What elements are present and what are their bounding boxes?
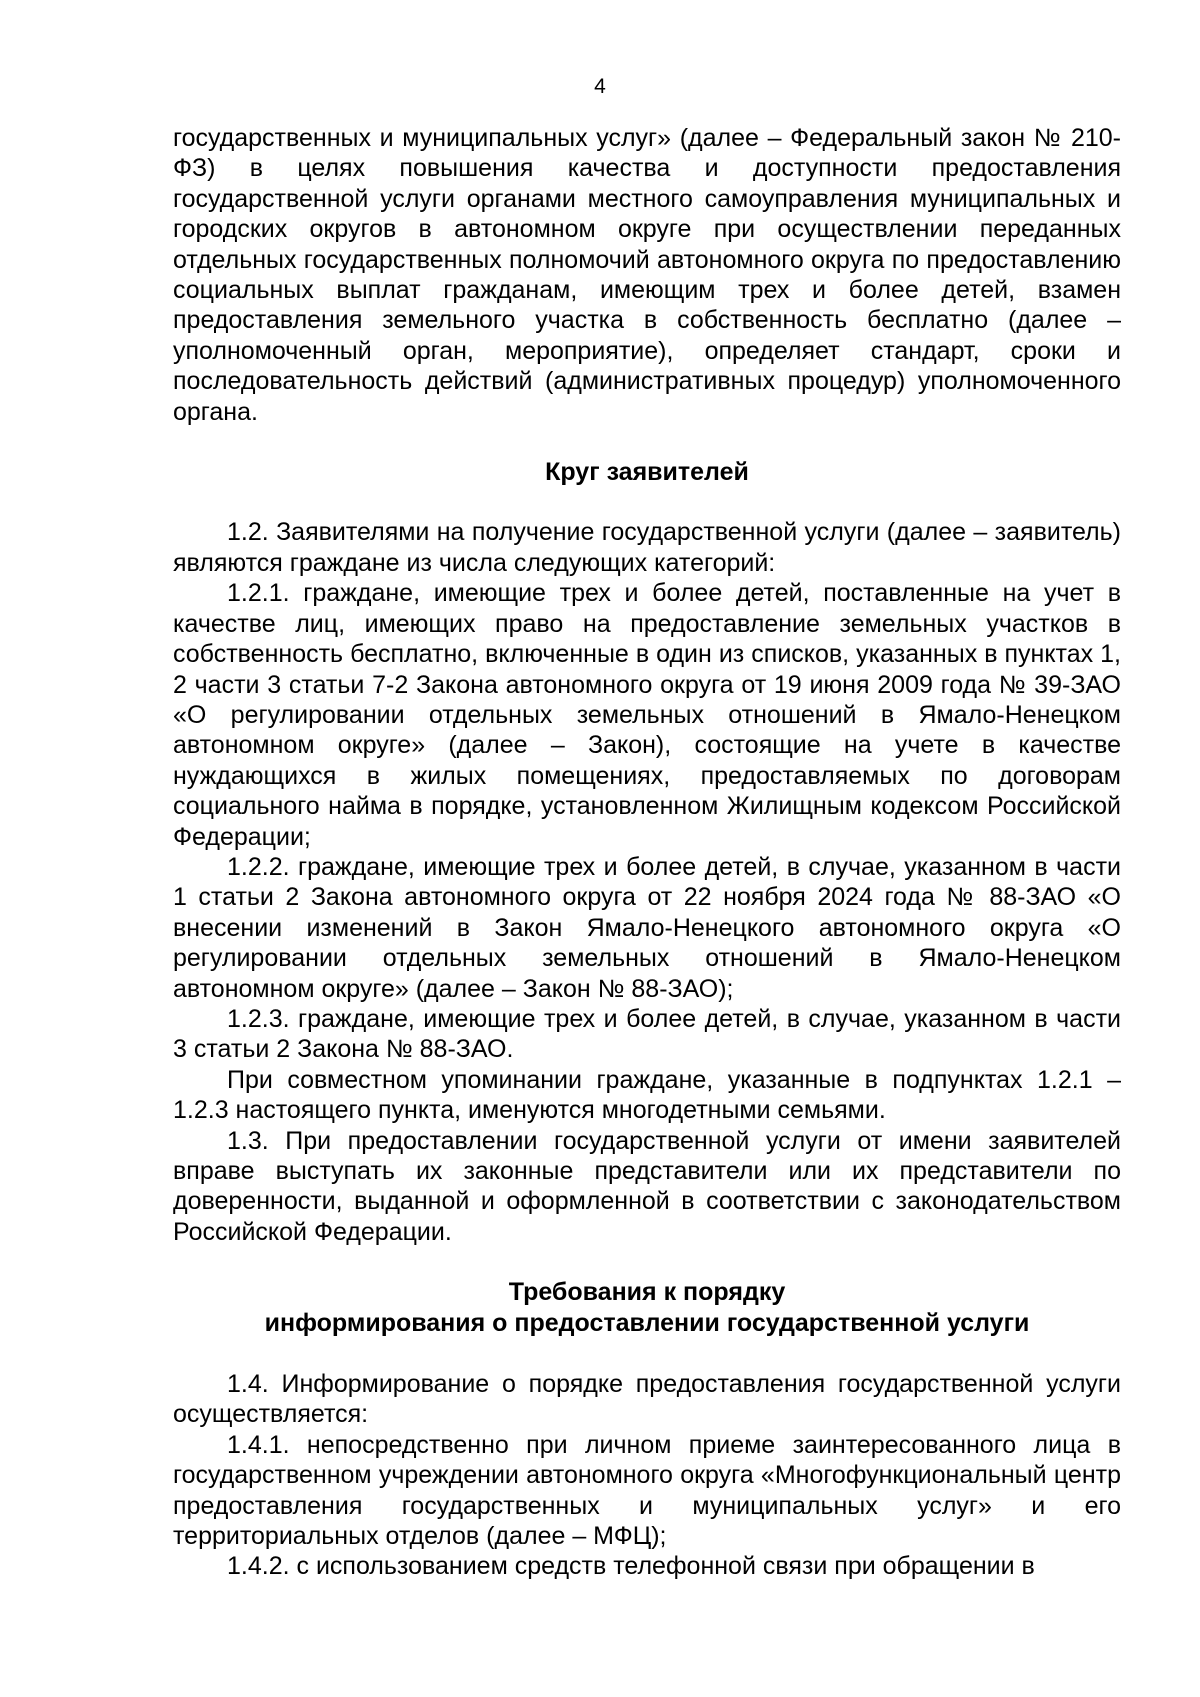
page-number: 4 bbox=[594, 75, 606, 98]
section-heading-applicants: Круг заявителей bbox=[545, 458, 749, 487]
intro-paragraph: государственных и муниципальных услуг» (далее – Федеральный закон № 210-ФЗ) в целях повышения качества и доступности предоставления государственной услуги органами местного самоуправления муниципальных и городских округов в автономном округе при осуществлении переданных отдельных государственных полномочий автономного округа по предоставлению социальных выплат гражданам, имеющим трех и более детей, взамен предоставления земельного участка в собственность бесплатно (далее – уполномоченный орган, мероприятие), определяет стандарт, сроки и последовательность действий (административных процедур) уполномоченного органа. bbox=[173, 124, 1121, 426]
paragraph-1-4-1: 1.4.1. непосредственно при личном приеме заинтересованного лица в государственном учреждении автономного округа «Многофункциональный центр предоставления государственных и муниципальных услуг» и его территориальных отделов (далее – МФЦ); bbox=[173, 1430, 1121, 1551]
paragraph-1-2-3: 1.2.3. граждане, имеющие трех и более детей, в случае, указанном в части 3 статьи 2 Закона № 88-ЗАО. bbox=[173, 1004, 1121, 1064]
paragraph-1-2-1: 1.2.1. граждане, имеющие трех и более детей, поставленные на учет в качестве лиц, имеющих право на предоставление земельных участков в собственность бесплатно, включенные в один из списков, указанных в пунктах 1, 2 части 3 статьи 7-2 Закона автономного округа от 19 июня 2009 года № 39-ЗАО «О регулировании отдельных земельных отношений в Ямало-Ненецком автономном округе» (далее – Закон), состоящие на учете в качестве нуждающихся в жилых помещениях, предоставляемых по договорам социального найма в порядке, установленном Жилищным кодексом Российской Федерации; bbox=[173, 579, 1121, 851]
section-heading-informing bbox=[173, 1277, 1121, 1338]
paragraph-joint-mention: При совместном упоминании граждане, указанные в подпунктах 1.2.1 – 1.2.3 настоящего пункта, именуются многодетными семьями. bbox=[173, 1065, 1121, 1125]
paragraph-1-2-2: 1.2.2. граждане, имеющие трех и более детей, в случае, указанном в части 1 статьи 2 Закона автономного округа от 22 ноября 2024 года № 88-ЗАО «О внесении изменений в Закон Ямало-Ненецкого автономного округа «О регулировании отдельных земельных отношений в Ямало-Ненецком автономном округе» (далее – Закон № 88-ЗАО); bbox=[173, 852, 1121, 1003]
document-body bbox=[173, 123, 1121, 1582]
section-heading-informing-line1: Требования к порядку bbox=[508, 1278, 786, 1307]
section-heading-informing-line2: информирования о предоставлении государственной услуги bbox=[264, 1308, 1030, 1337]
paragraph-1-3: 1.3. При предоставлении государственной услуги от имени заявителей вправе выступать их законные представители или их представители по доверенности, выданной и оформленной в соответствии с законодательством Российской Федерации. bbox=[173, 1126, 1121, 1246]
paragraph-1-4-2: 1.4.2. с использованием средств телефонной связи при обращении в bbox=[227, 1552, 1035, 1581]
paragraph-1-4: 1.4. Информирование о порядке предоставления государственной услуги осуществляется: bbox=[173, 1370, 1121, 1429]
paragraph-1-2: 1.2. Заявителями на получение государственной услуги (далее – заявитель) являются граждане из числа следующих категорий: bbox=[173, 518, 1121, 577]
